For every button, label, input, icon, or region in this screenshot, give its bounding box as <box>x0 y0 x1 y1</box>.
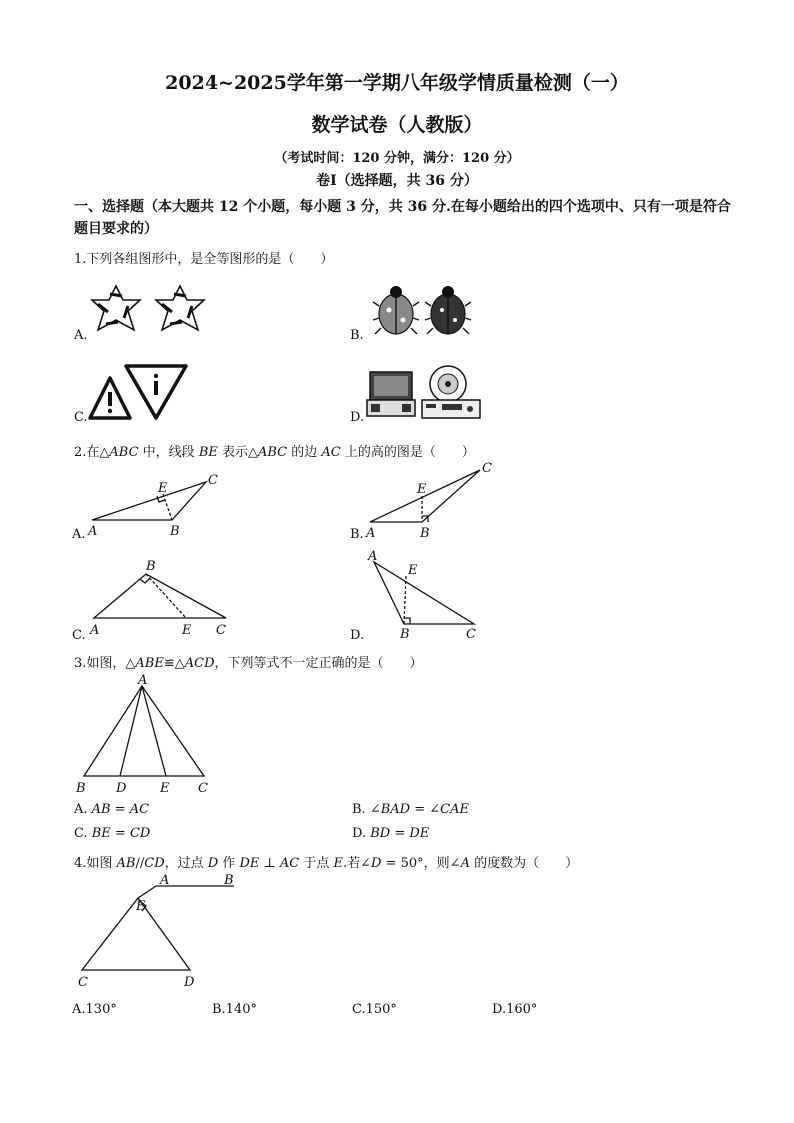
q1-option-d-label: D. <box>350 410 365 425</box>
q4-option-c: C.150° <box>352 1002 397 1017</box>
q2-figure-a <box>84 472 224 542</box>
q2a-label-e: E <box>158 481 168 496</box>
question-4-stem: 4.如图 AB//CD，过点 D 作 DE ⊥ AC 于点 E.若∠D = 50°，则∠A 的度数为（ ） <box>74 856 579 871</box>
q4-label-b: B <box>224 873 234 888</box>
q2b-label-b: B <box>420 526 430 541</box>
q4-option-a: A.130° <box>72 1002 117 1017</box>
q2b-label-c: C <box>482 461 492 476</box>
exam-info: （考试时间：120 分钟，满分：120 分） <box>274 151 520 166</box>
q2d-label-e: E <box>408 563 418 578</box>
q4-option-d: D.160° <box>492 1002 538 1017</box>
star-pair-icon <box>88 282 218 338</box>
q2b-label-e: E <box>417 482 427 497</box>
q3-option-a: A. AB = AC <box>74 802 150 817</box>
q4-label-c: C <box>78 975 88 990</box>
q2a-label-c: C <box>208 473 218 488</box>
question-2-stem: 2.在△ABC 中，线段 BE 表示△ABC 的边 AC 上的高的图是（ ） <box>74 445 475 460</box>
q1-option-c-label: C. <box>74 410 88 425</box>
q2a-label-b: B <box>170 524 180 539</box>
q3-option-b: B. ∠BAD = ∠CAE <box>352 802 469 817</box>
exam-title: 2024~2025学年第一学期八年级学情质量检测（一） <box>165 72 629 94</box>
q4-label-d: D <box>184 975 195 990</box>
q4-option-b: B.140° <box>212 1002 257 1017</box>
q2c-label-a: A <box>90 623 100 638</box>
q2a-label-a: A <box>88 524 98 539</box>
q2-option-b-label: B. <box>350 527 364 542</box>
q3-label-e: E <box>160 781 170 796</box>
q2-option-c-label: C. <box>72 628 86 643</box>
q2-figure-b <box>362 460 502 542</box>
q3-option-d: D. BD = DE <box>352 826 430 841</box>
q2-option-d-label: D. <box>350 628 365 643</box>
question-3-stem: 3.如图，△ABE≌△ACD，下列等式不一定正确的是（ ） <box>74 656 423 671</box>
laptop-cd-player-icon <box>366 362 486 420</box>
volume-heading: 卷Ⅰ（选择题，共 36 分） <box>316 173 478 189</box>
q2d-label-c: C <box>466 627 476 642</box>
q2c-label-e: E <box>182 623 192 638</box>
q4-label-a: A <box>160 873 170 888</box>
q3-label-c: C <box>198 781 208 796</box>
q2d-label-b: B <box>400 627 410 642</box>
q3-label-d: D <box>116 781 127 796</box>
q3-figure <box>74 670 224 798</box>
q3-label-a: A <box>138 673 148 688</box>
q2-option-a-label: A. <box>72 527 86 542</box>
q4-label-e: E <box>136 899 146 914</box>
q1-option-b-label: B. <box>350 328 364 343</box>
q2-figure-c <box>84 558 234 640</box>
q2c-label-b: B <box>146 559 156 574</box>
q3-label-b: B <box>76 781 86 796</box>
ladybug-pair-icon <box>372 282 472 338</box>
q2b-label-a: A <box>366 526 376 541</box>
q1-option-a-label: A. <box>74 328 88 343</box>
question-1-stem: 1.下列各组图形中，是全等图形的是（ ） <box>74 252 334 267</box>
section-heading: 一、选择题（本大题共 12 个小题，每小题 3 分，共 36 分.在每小题给出的四个选项中、只有一项是符合题目要求的） <box>74 199 731 237</box>
warning-sign-pair-icon <box>88 362 188 422</box>
q4-figure <box>74 872 254 994</box>
q3-option-c: C. BE = CD <box>74 826 151 841</box>
exam-subject: 数学试卷（人教版） <box>311 114 483 136</box>
q2d-label-a: A <box>368 549 378 564</box>
q2c-label-c: C <box>216 623 226 638</box>
q2-figure-d <box>362 546 492 640</box>
